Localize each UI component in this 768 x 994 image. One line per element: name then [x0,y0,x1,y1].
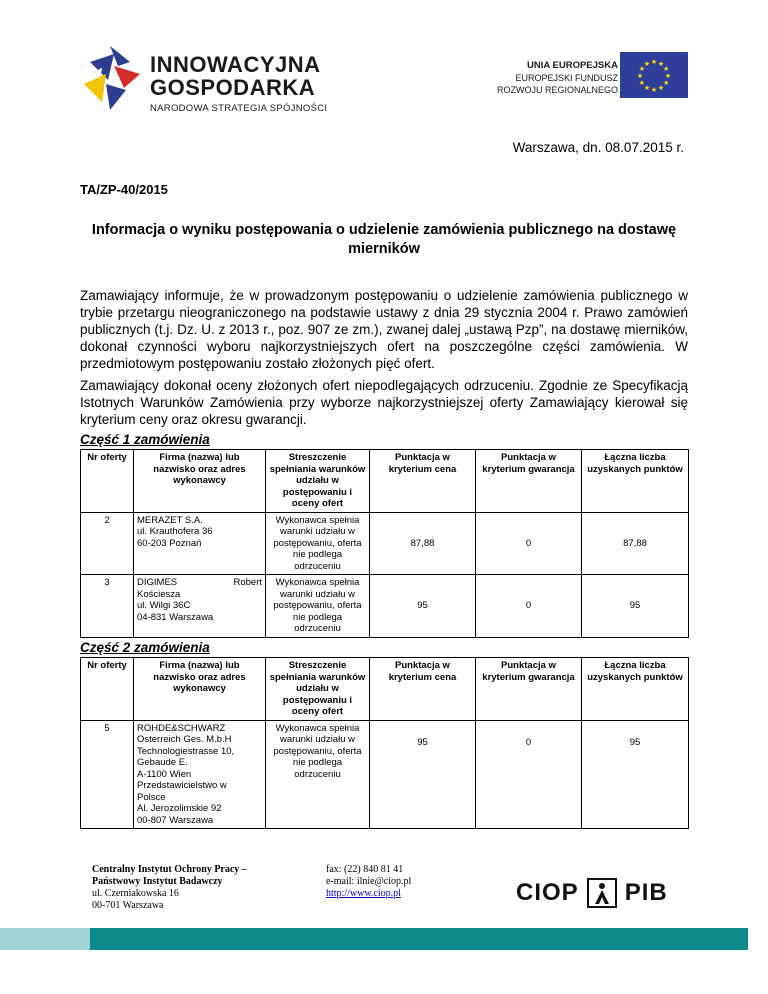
cell-laczna: 95 [582,720,689,829]
firma-line: MERAZET S.A. [137,514,203,526]
cell-gwarancja: 0 [476,720,582,829]
footer-org-2: Państwowy Instytut Badawczy [92,876,223,887]
footer-org-1: Centralny Instytut Ochrony Pracy – [92,864,247,875]
cell-laczna: 87,88 [582,512,689,575]
cell-streszczenie: Wykonawca spełnia warunki udziału w postępowaniu, oferta nie podlega odrzuceniu [266,512,370,575]
paragraph-1: Zamawiający informuje, że w prowadzonym postępowaniu o udzielenie zamówienia publicznego w trybie przetargu nieograniczonego na podstawie ustawy z dnia 29 stycznia 2004 r. Prawo zamówień publicznych (t.j. Dz. U. z 2013 r., poz. 907 ze zm.), zwanej dalej „ustawą Pzp”, na dostawę mierników, dokonał czynności wyboru najkorzystniejszych ofert na poszczególne części zamówienia. W przedmiotowym postępowaniu zostało złożonych pięć ofert. [80,288,688,371]
header-laczna: Łączna liczba uzyskanych punktów [582,450,689,513]
firma-line: Gebaude E. [137,757,188,768]
footer-bar-light [0,928,90,950]
cell-streszczenie: Wykonawca spełnia warunki udziału w postępowaniu, oferta nie podlega odrzuceniu [266,720,370,829]
footer-address [92,864,247,912]
header-firma: Firma (nazwa) lub nazwisko oraz adres wykonawcy [134,450,266,513]
cell-firma [134,720,266,829]
header-cena: Punktacja w kryterium cena [370,450,476,513]
eu-fund-text [398,60,618,96]
footer-website-link[interactable]: http://www.ciop.pl [326,888,401,899]
firma-line: 04-831 Warszawa [137,611,214,623]
footer-addr-2: 00-701 Warszawa [92,900,164,911]
eu-star-icon: ★ [638,66,646,73]
ciop-logo-text: CIOP [516,879,579,906]
part-1-table [80,449,689,638]
eu-star-icon: ★ [664,73,672,80]
footer-fax: fax: (22) 840 81 41 [326,864,404,875]
firma-line-part: DIGIMES [137,577,178,588]
firma-line: Kościesza [137,588,181,600]
eu-star-icon: ★ [662,66,670,73]
table-row [81,512,689,575]
eu-star-icon: ★ [657,60,665,68]
cell-gwarancja: 0 [476,575,582,638]
cell-cena: 95 [370,720,476,829]
firma-line-part: Robert [233,577,262,588]
part-2-heading: Część 2 zamówienia [80,640,210,655]
eu-star-icon: ★ [636,73,644,80]
footer-bar-dark [90,928,748,950]
header-cena: Punktacja w kryterium cena [370,658,476,721]
firma-line: Polsce [137,791,166,803]
eu-star-icon: ★ [650,59,658,66]
part-2-table [80,657,689,829]
logo-line-3: NARODOWA STRATEGIA SPÓJNOŚCI [150,103,328,114]
innowacyjna-gospodarka-emblem [80,44,142,112]
document-title: Informacja o wyniku postępowania o udzielenie zamówienia publicznego na dostawę mierników [91,222,677,257]
firma-line: Przedstawicielstwo w [137,780,227,791]
header-nr: Nr oferty [81,658,134,721]
table-row [81,720,689,829]
header-streszczenie: Streszczenie spełniania warunków udziału w postępowaniu i oceny ofert [266,450,370,513]
innowacyjna-gospodarka-logo [80,40,340,118]
cell-nr: 5 [81,720,134,829]
firma-line: Osterreich Ges. M.b.H [137,734,232,745]
ciop-person-icon [587,878,617,908]
eu-star-icon: ★ [643,85,651,93]
cell-laczna: 95 [582,575,689,638]
header-gwarancja: Punktacja w kryterium gwarancja [476,658,582,721]
eu-line-2: EUROPEJSKI FUNDUSZ [515,73,618,83]
cell-firma [134,575,266,638]
eu-star-icon: ★ [638,80,646,87]
cell-nr: 3 [81,575,134,638]
firma-line: 00-807 Warszawa [137,814,214,826]
eu-star-icon: ★ [657,85,665,93]
eu-star-icon: ★ [643,60,651,68]
cell-streszczenie: Wykonawca spełnia warunki udziału w postępowaniu, oferta nie podlega odrzuceniu [266,575,370,638]
header-laczna: Łączna liczba uzyskanych punktów [582,658,689,721]
eu-flag-icon [620,52,688,98]
firma-line: Al. Jerozolimskie 92 [137,803,222,814]
eu-star-icon: ★ [662,80,670,87]
header-nr: Nr oferty [81,450,134,513]
logo-line-1: INNOWACYJNA [150,52,321,77]
firma-line: ROHDE&SCHWARZ [137,722,226,734]
firma-line: ul. Wilgi 36C [137,600,191,611]
firma-line: 60-203 Poznań [137,537,202,549]
cell-nr: 2 [81,512,134,575]
cell-cena: 87,88 [370,512,476,575]
header-firma: Firma (nazwa) lub nazwisko oraz adres wykonawcy [134,658,266,721]
header-streszczenie: Streszczenie spełniania warunków udziału w postępowaniu i oceny ofert [266,658,370,721]
footer-addr-1: ul. Czerniakowska 16 [92,888,179,899]
header-gwarancja: Punktacja w kryterium gwarancja [476,450,582,513]
cell-gwarancja: 0 [476,512,582,575]
reference-number: TA/ZP-40/2015 [80,182,168,197]
logo-line-2: GOSPODARKA [150,75,316,100]
pib-logo-text: PIB [624,879,668,906]
eu-line-3: ROZWOJU REGIONALNEGO [496,85,618,95]
table-header-row [81,658,689,721]
eu-star-icon: ★ [650,87,658,94]
ciop-pib-logo [516,878,668,908]
firma-line: A-1100 Wien [137,768,192,780]
table-header-row [81,450,689,513]
firma-line [137,577,262,589]
eu-line-1: UNIA EUROPEJSKA [527,60,618,71]
footer-contact [326,864,411,900]
footer-email: e-mail: ilnie@ciop.pl [326,876,412,887]
cell-cena: 95 [370,575,476,638]
cell-firma [134,512,266,575]
table-row [81,575,689,638]
firma-line: ul. Krauthofera 36 [137,526,213,537]
firma-line: Technologiestrasse 10, [137,745,235,757]
part-1-heading: Część 1 zamówienia [80,432,210,447]
document-date: Warszawa, dn. 08.07.2015 r. [512,140,684,155]
paragraph-2: Zamawiający dokonał oceny złożonych ofert niepodlegających odrzuceniu. Zgodnie ze Specyfikacją Istotnych Warunków Zamówienia przy wyborze najkorzystniejszej oferty Zamawiający kierował się kryterium ceny oraz okresu gwarancji. [80,378,688,427]
